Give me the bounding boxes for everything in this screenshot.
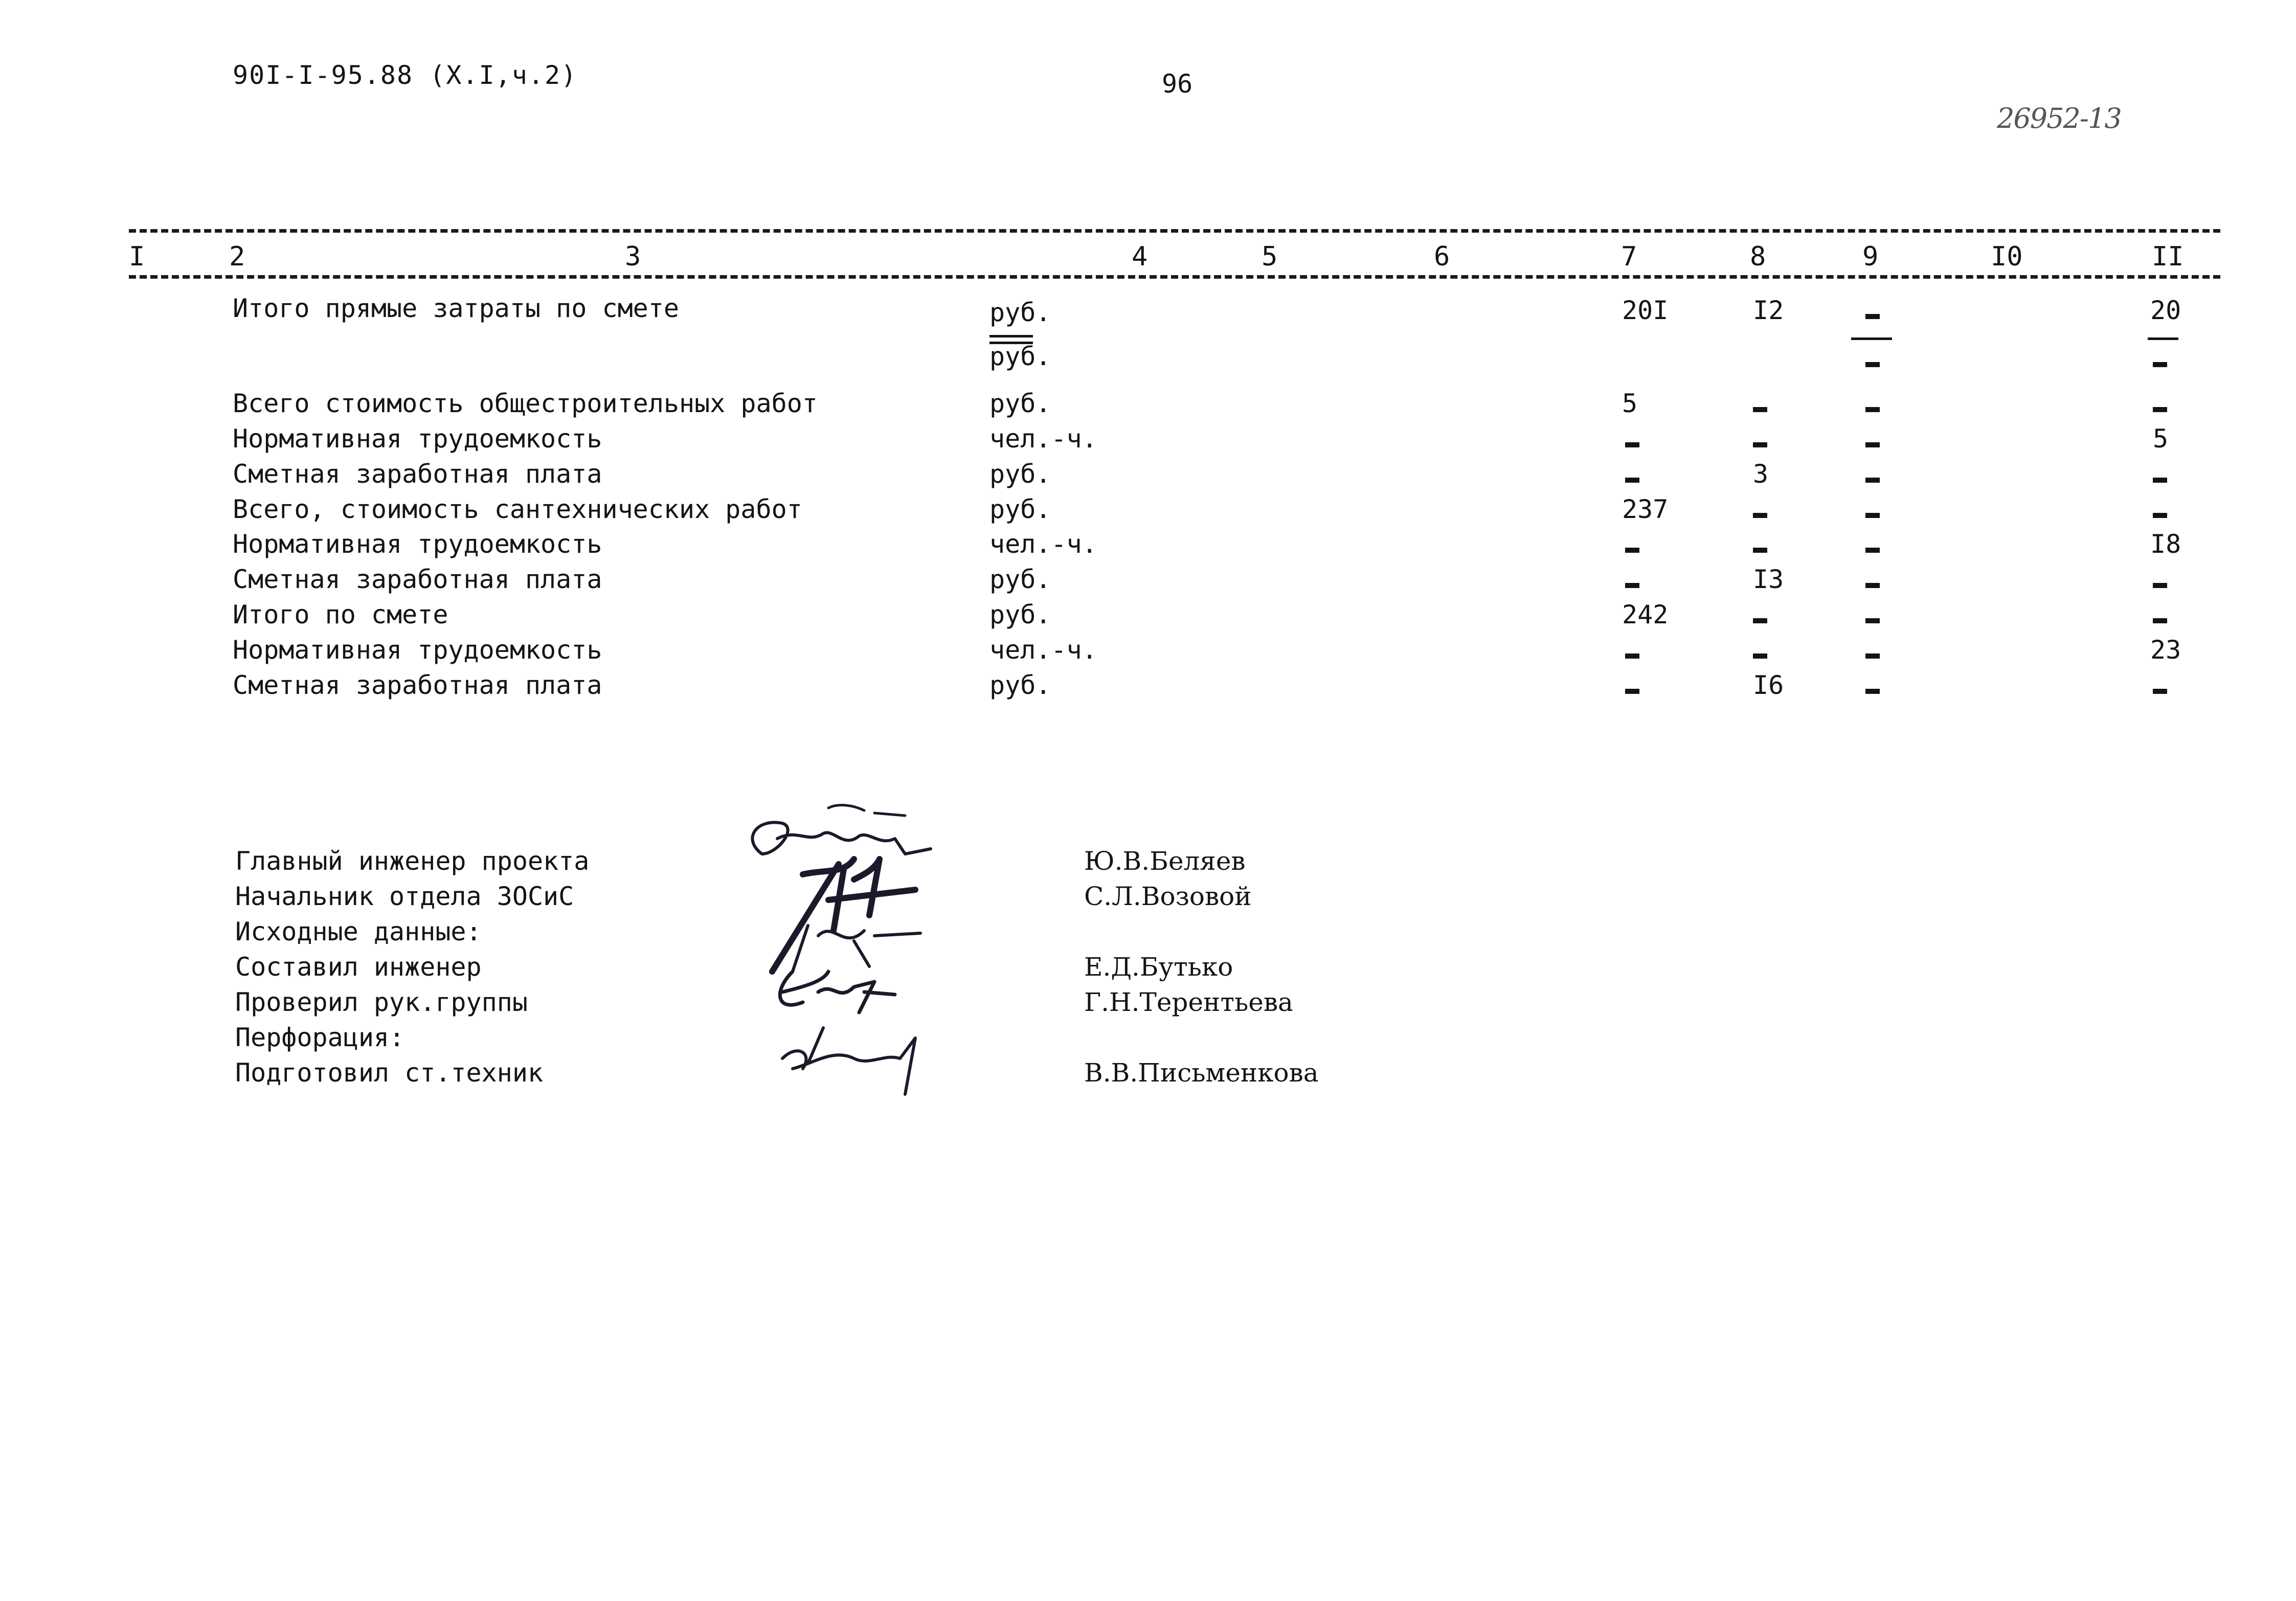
cell-col8: 3 [1753, 459, 1769, 489]
column-underline [2148, 337, 2178, 340]
dash-mark [1865, 314, 1880, 319]
signature-role: Главный инженер проекта [235, 846, 590, 876]
dash-mark [1865, 513, 1880, 518]
cell-col8 [1753, 604, 1767, 634]
dash-mark [1753, 442, 1767, 447]
cell-col8: I2 [1753, 296, 1784, 325]
cell-col9 [1865, 674, 1880, 704]
column-number: 7 [1621, 241, 1637, 272]
dash-mark [1865, 583, 1880, 588]
cell-col11 [2153, 674, 2167, 704]
dash-mark [1753, 653, 1767, 659]
cell-col8 [1753, 428, 1767, 458]
column-number: 4 [1132, 241, 1148, 272]
cell-col7 [1625, 533, 1639, 563]
cell-col7: 237 [1622, 494, 1669, 524]
cell-col11: 23 [2150, 635, 2181, 665]
cell-col11 [2153, 393, 2167, 422]
column-underline [1851, 337, 1892, 340]
dash-mark [2153, 513, 2167, 518]
cell-col11 [2153, 463, 2167, 493]
document-code: 90I-I-95.88 (X.I,ч.2) [233, 60, 578, 90]
signature-role: Составил инженер [235, 952, 482, 982]
signature-name: С.Л.Возовой [1084, 882, 1252, 911]
row-label: Нормативная трудоемкость [233, 529, 602, 559]
dash-mark [2153, 583, 2167, 588]
cell-col8 [1753, 393, 1767, 422]
row-label: Всего, стоимость сантехнических работ [233, 494, 802, 524]
cell-col11 [2153, 569, 2167, 598]
dash-mark [2153, 689, 2167, 694]
signature-name: В.В.Письменкова [1084, 1058, 1319, 1088]
signature-role: Начальник отдела ЗОСиС [235, 882, 574, 911]
row-label: Сметная заработная плата [233, 565, 602, 594]
column-number: II [2152, 241, 2184, 272]
row-unit: чел.-ч. [989, 635, 1097, 665]
dash-mark [1865, 407, 1880, 412]
cell-col9 [1865, 393, 1880, 422]
row-unit: руб. [989, 459, 1051, 489]
dash-mark [2153, 478, 2167, 483]
dash-mark [1625, 583, 1639, 588]
signature-role: Исходные данные: [235, 917, 482, 946]
cell-col8: I3 [1753, 565, 1784, 594]
row-unit: чел.-ч. [989, 424, 1097, 454]
signature-name: Ю.В.Беляев [1084, 846, 1246, 876]
row-label: Нормативная трудоемкость [233, 635, 602, 665]
cell-col7: 5 [1622, 389, 1638, 418]
signature-role: Проверил рук.группы [235, 987, 528, 1017]
signature-role: Перфорация: [235, 1023, 405, 1052]
dash-mark [2153, 618, 2167, 623]
row-unit: руб. [989, 600, 1051, 629]
cell-col7 [1625, 674, 1639, 704]
row-unit: руб. [989, 494, 1051, 524]
row-label: Сметная заработная плата [233, 459, 602, 489]
row-unit: руб. [989, 670, 1051, 700]
signature-name: Г.Н.Терентьева [1084, 987, 1293, 1017]
row-label: Итого по смете [233, 600, 448, 629]
column-number: I [129, 241, 145, 272]
row-unit: руб. [989, 389, 1051, 418]
cell-col11: 5 [2153, 424, 2169, 454]
column-number: 3 [625, 241, 641, 272]
cell-col11 [2153, 348, 2167, 377]
dash-mark [1865, 442, 1880, 447]
dash-mark [2153, 407, 2167, 412]
cell-col9 [1865, 639, 1880, 669]
cell-col9 [1865, 604, 1880, 634]
cell-col8 [1753, 639, 1767, 669]
cell-col11: I8 [2150, 529, 2181, 559]
dash-mark [1753, 548, 1767, 553]
cell-col11: 20 [2150, 296, 2181, 325]
archive-number: 26952-13 [1997, 102, 2121, 134]
cell-col7: 20I [1622, 296, 1669, 325]
cell-col8: I6 [1753, 670, 1784, 700]
row-unit: руб. [989, 342, 1051, 371]
row-label: Итого прямые затраты по смете [233, 294, 679, 323]
column-number: 8 [1750, 241, 1766, 272]
signature-name: Е.Д.Бутько [1084, 952, 1233, 982]
dash-mark [1625, 653, 1639, 659]
dash-mark [1865, 478, 1880, 483]
cell-col9 [1865, 499, 1880, 528]
column-number: 9 [1862, 241, 1879, 272]
row-label: Сметная заработная плата [233, 670, 602, 700]
cell-col9 [1865, 569, 1880, 598]
cell-col9 [1865, 463, 1880, 493]
dash-mark [1865, 362, 1880, 367]
column-number: 2 [229, 241, 245, 272]
table-header-rule [129, 275, 2220, 279]
unit-underline [989, 335, 1033, 337]
row-label: Всего стоимость общестроительных работ [233, 389, 818, 418]
cell-col11 [2153, 499, 2167, 528]
cell-col7 [1625, 639, 1639, 669]
cell-col9 [1865, 300, 1880, 329]
dash-mark [1625, 689, 1639, 694]
table-top-rule [129, 229, 2220, 233]
row-unit: руб. [989, 565, 1051, 594]
dash-mark [1865, 548, 1880, 553]
page-number: 96 [1162, 69, 1193, 99]
dash-mark [1625, 548, 1639, 553]
dash-mark [2153, 362, 2167, 367]
cell-col11 [2153, 604, 2167, 634]
handwritten-signatures [701, 798, 1018, 1115]
cell-col7: 242 [1622, 600, 1669, 629]
cell-col8 [1753, 533, 1767, 563]
row-label: Нормативная трудоемкость [233, 424, 602, 454]
column-number: 6 [1434, 241, 1450, 272]
dash-mark [1865, 689, 1880, 694]
cell-col7 [1625, 428, 1639, 458]
cell-col9 [1865, 428, 1880, 458]
dash-mark [1753, 618, 1767, 623]
dash-mark [1753, 513, 1767, 518]
dash-mark [1625, 478, 1639, 483]
signature-role: Подготовил ст.техник [235, 1058, 544, 1088]
cell-col7 [1625, 463, 1639, 493]
dash-mark [1753, 407, 1767, 412]
column-number: 5 [1262, 241, 1278, 272]
dash-mark [1625, 442, 1639, 447]
column-number: I0 [1991, 241, 2023, 272]
cell-col9 [1865, 533, 1880, 563]
dash-mark [1865, 653, 1880, 659]
cell-col7 [1625, 569, 1639, 598]
row-unit: чел.-ч. [989, 529, 1097, 559]
dash-mark [1865, 618, 1880, 623]
row-unit: руб. [989, 298, 1051, 327]
cell-col9 [1865, 348, 1880, 377]
cell-col8 [1753, 499, 1767, 528]
